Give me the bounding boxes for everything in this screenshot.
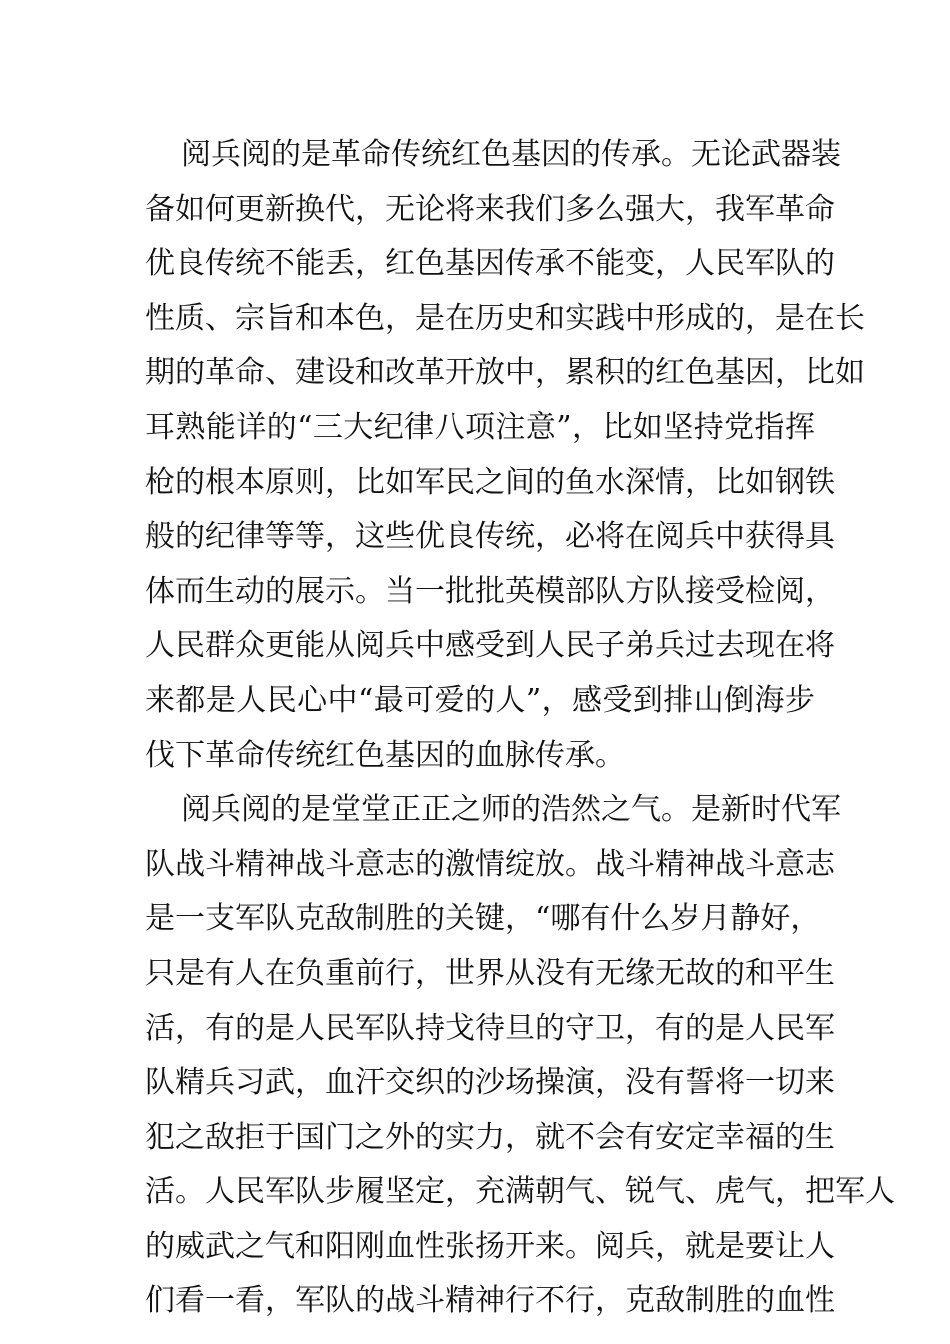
text-line: 只是有人在负重前行，世界从没有无缘无故的和平生 bbox=[145, 955, 835, 991]
text-line: 阅兵阅的是堂堂正正之师的浩然之气。是新时代军 bbox=[181, 792, 841, 828]
text-line: 的威武之气和阳刚血性张扬开来。阅兵，就是要让人 bbox=[145, 1228, 835, 1264]
text-line: 性质、宗旨和本色，是在历史和实践中形成的，是在长 bbox=[145, 300, 865, 336]
text-line: 伐下革命传统红色基因的血脉传承。 bbox=[145, 737, 625, 773]
paragraph-2 bbox=[145, 783, 895, 1329]
text-line: 队精兵习武，血汗交织的沙场操演，没有誓将一切来 bbox=[145, 1065, 835, 1101]
text-line: 队战斗精神战斗意志的激情绽放。战斗精神战斗意志 bbox=[145, 846, 835, 882]
text-line: 备如何更新换代，无论将来我们多么强大，我军革命 bbox=[145, 191, 835, 227]
text-line: 优良传统不能丢，红色基因传承不能变，人民军队的 bbox=[145, 246, 835, 282]
text-line: 体而生动的展示。当一批批英模部队方队接受检阅， bbox=[145, 573, 835, 609]
text-line: 人民群众更能从阅兵中感受到人民子弟兵过去现在将 bbox=[145, 628, 835, 664]
paragraph-1 bbox=[145, 128, 865, 783]
text-line: 们看一看，军队的战斗精神行不行，克敌制胜的血性 bbox=[145, 1283, 835, 1319]
text-line: 活。人民军队步履坚定，充满朝气、锐气、虎气，把军人 bbox=[145, 1174, 895, 1210]
text-line: 阅兵阅的是革命传统红色基因的传承。无论武器装 bbox=[181, 137, 841, 172]
text-line: 来都是人民心中“最可爱的人”，感受到排山倒海步 bbox=[145, 682, 815, 718]
text-line: 活，有的是人民军队持戈待旦的守卫，有的是人民军 bbox=[145, 1010, 835, 1046]
text-line: 犯之敌拒于国门之外的实力，就不会有安定幸福的生 bbox=[145, 1119, 835, 1155]
text-line: 耳熟能详的“三大纪律八项注意”，比如坚持党指挥 bbox=[145, 409, 815, 445]
document-body bbox=[145, 128, 895, 1329]
text-line: 枪的根本原则，比如军民之间的鱼水深情，比如钢铁 bbox=[145, 464, 835, 500]
text-line: 期的革命、建设和改革开放中，累积的红色基因，比如 bbox=[145, 355, 865, 391]
text-line: 般的纪律等等，这些优良传统，必将在阅兵中获得具 bbox=[145, 519, 835, 555]
text-line: 是一支军队克敌制胜的关键，“哪有什么岁月静好， bbox=[145, 901, 821, 937]
